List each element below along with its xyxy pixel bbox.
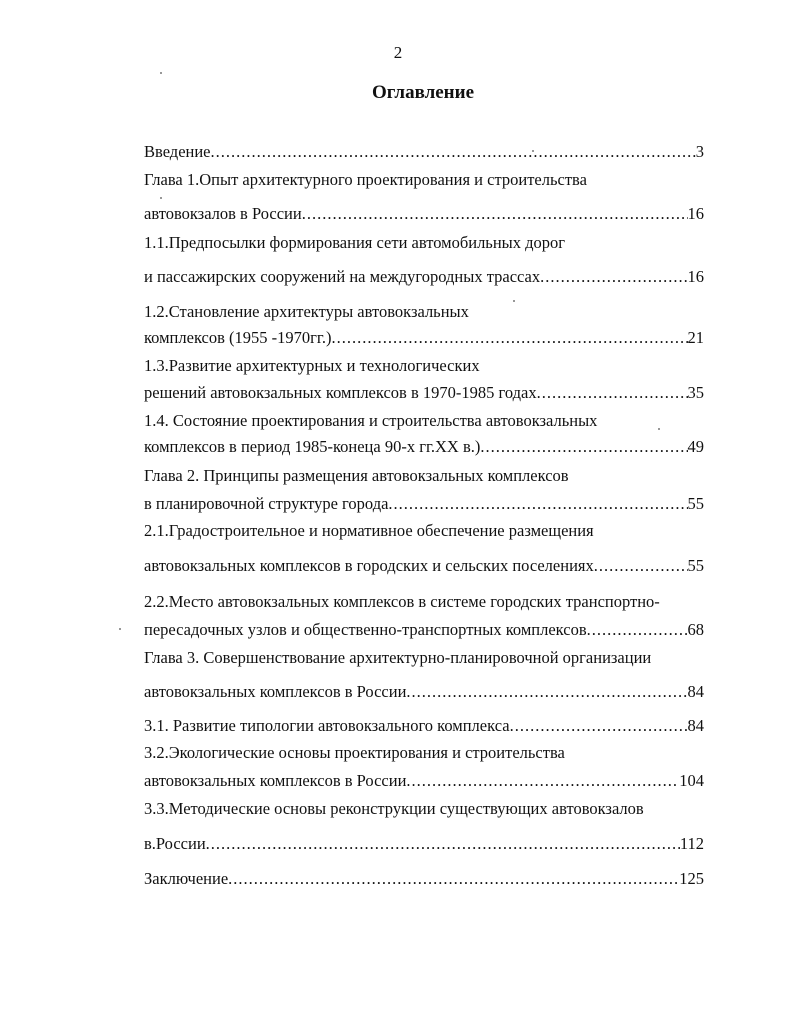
dot-leader bbox=[594, 556, 688, 576]
toc-entry-label: автовокзалов в России bbox=[144, 204, 302, 223]
toc-page-number: 55 bbox=[687, 556, 704, 575]
toc-page-number: 49 bbox=[687, 437, 704, 456]
scan-speck bbox=[658, 428, 660, 430]
toc-entry-1-4-title[interactable]: 1.4. Состояние проектирования и строительства автовокзальных bbox=[144, 411, 598, 430]
toc-page-number: 16 bbox=[687, 267, 704, 286]
toc-entry-chapter-1[interactable] bbox=[144, 204, 704, 224]
scan-speck bbox=[160, 197, 162, 199]
toc-entry-label: автовокзальных комплексов в городских и сельских поселениях bbox=[144, 556, 594, 575]
toc-entry-label: в.России bbox=[144, 834, 206, 853]
toc-page-number: 104 bbox=[679, 771, 704, 790]
dot-leader bbox=[302, 204, 688, 224]
toc-entry-label: Введение bbox=[144, 142, 211, 161]
toc-entry-1-1-title[interactable]: 1.1.Предпосылки формирования сети автомобильных дорог bbox=[144, 233, 566, 252]
toc-entry-chapter-3[interactable] bbox=[144, 682, 704, 702]
dot-leader bbox=[406, 771, 679, 791]
scan-speck bbox=[119, 628, 121, 630]
scan-speck bbox=[160, 72, 162, 74]
dot-leader bbox=[206, 834, 680, 854]
toc-entry-conclusion[interactable] bbox=[144, 869, 704, 889]
toc-entry-3-3[interactable] bbox=[144, 834, 704, 854]
scan-speck bbox=[513, 300, 515, 302]
toc-entry-chapter-3-title[interactable]: Глава 3. Совершенствование архитектурно-планировочной организации bbox=[144, 648, 652, 667]
dot-leader bbox=[331, 328, 687, 348]
toc-page-number: 55 bbox=[687, 494, 704, 513]
toc-entry-label: в планировочной структуре города bbox=[144, 494, 389, 513]
toc-entry-chapter-1-title[interactable]: Глава 1.Опыт архитектурного проектирования и строительства bbox=[144, 170, 587, 189]
toc-page-number: 21 bbox=[687, 328, 704, 347]
toc-page-number: 3 bbox=[695, 142, 704, 161]
dot-leader bbox=[537, 383, 688, 403]
scan-speck bbox=[532, 150, 534, 152]
toc-entry-3-2[interactable] bbox=[144, 771, 704, 791]
toc-entry-label: автовокзальных комплексов в России bbox=[144, 771, 407, 790]
toc-entry-label: и пассажирских сооружений на междугородных трассах bbox=[144, 267, 541, 286]
toc-entry-1-2-title[interactable]: 1.2.Становление архитектуры автовокзальных bbox=[144, 302, 469, 321]
toc-entry-3-1[interactable] bbox=[144, 716, 704, 736]
toc-entry-label: Заключение bbox=[144, 869, 229, 888]
toc-entry-1-1[interactable] bbox=[144, 267, 704, 287]
toc-entry-label: пересадочных узлов и общественно-транспортных комплексов bbox=[144, 620, 587, 639]
toc-entry-chapter-2-title[interactable]: Глава 2. Принципы размещения автовокзальных комплексов bbox=[144, 466, 569, 485]
toc-entry-1-4[interactable] bbox=[144, 437, 704, 457]
toc-entry-label: 3.1. Развитие типологии автовокзального комплекса bbox=[144, 716, 510, 735]
toc-entry-1-2[interactable] bbox=[144, 328, 704, 348]
dot-leader bbox=[228, 869, 679, 889]
toc-page-number: 112 bbox=[679, 834, 704, 853]
dot-leader bbox=[587, 620, 688, 640]
dot-leader bbox=[480, 437, 687, 457]
dot-leader bbox=[540, 267, 687, 287]
toc-entry-label: решений автовокзальных комплексов в 1970-1985 годах bbox=[144, 383, 537, 402]
toc-page-number: 84 bbox=[687, 682, 704, 701]
toc-page-number: 68 bbox=[687, 620, 704, 639]
toc-entry-3-3-title[interactable]: 3.3.Методические основы реконструкции существующих автовокзалов bbox=[144, 799, 644, 818]
toc-page-number: 125 bbox=[679, 869, 704, 888]
toc-entry-intro[interactable] bbox=[144, 142, 704, 162]
toc-page-number: 35 bbox=[687, 383, 704, 402]
toc-entry-label: комплексов в период 1985-конеца 90-х гг.ХХ в.) bbox=[144, 437, 481, 456]
toc-entry-1-3-title[interactable]: 1.3.Развитие архитектурных и технологических bbox=[144, 356, 480, 375]
toc-entry-chapter-2[interactable] bbox=[144, 494, 704, 514]
toc-entry-2-1[interactable] bbox=[144, 556, 704, 576]
dot-leader bbox=[510, 716, 688, 736]
dot-leader bbox=[211, 142, 696, 162]
toc-page-number: 16 bbox=[687, 204, 704, 223]
toc-entry-label: комплексов (1955 -1970гг.) bbox=[144, 328, 332, 347]
toc-entry-label: автовокзальных комплексов в России bbox=[144, 682, 407, 701]
dot-leader bbox=[406, 682, 687, 702]
dot-leader bbox=[388, 494, 687, 514]
toc-entry-2-1-title[interactable]: 2.1.Градостроительное и нормативное обеспечение размещения bbox=[144, 521, 594, 540]
toc-title: Оглавление bbox=[371, 82, 475, 103]
toc-entry-3-2-title[interactable]: 3.2.Экологические основы проектирования и строительства bbox=[144, 743, 565, 762]
toc-entry-2-2-title[interactable]: 2.2.Место автовокзальных комплексов в системе городских транспортно- bbox=[144, 592, 660, 611]
toc-entry-1-3[interactable] bbox=[144, 383, 704, 403]
page-number: 2 bbox=[393, 43, 403, 62]
toc-page-number: 84 bbox=[687, 716, 704, 735]
toc-entry-2-2[interactable] bbox=[144, 620, 704, 640]
